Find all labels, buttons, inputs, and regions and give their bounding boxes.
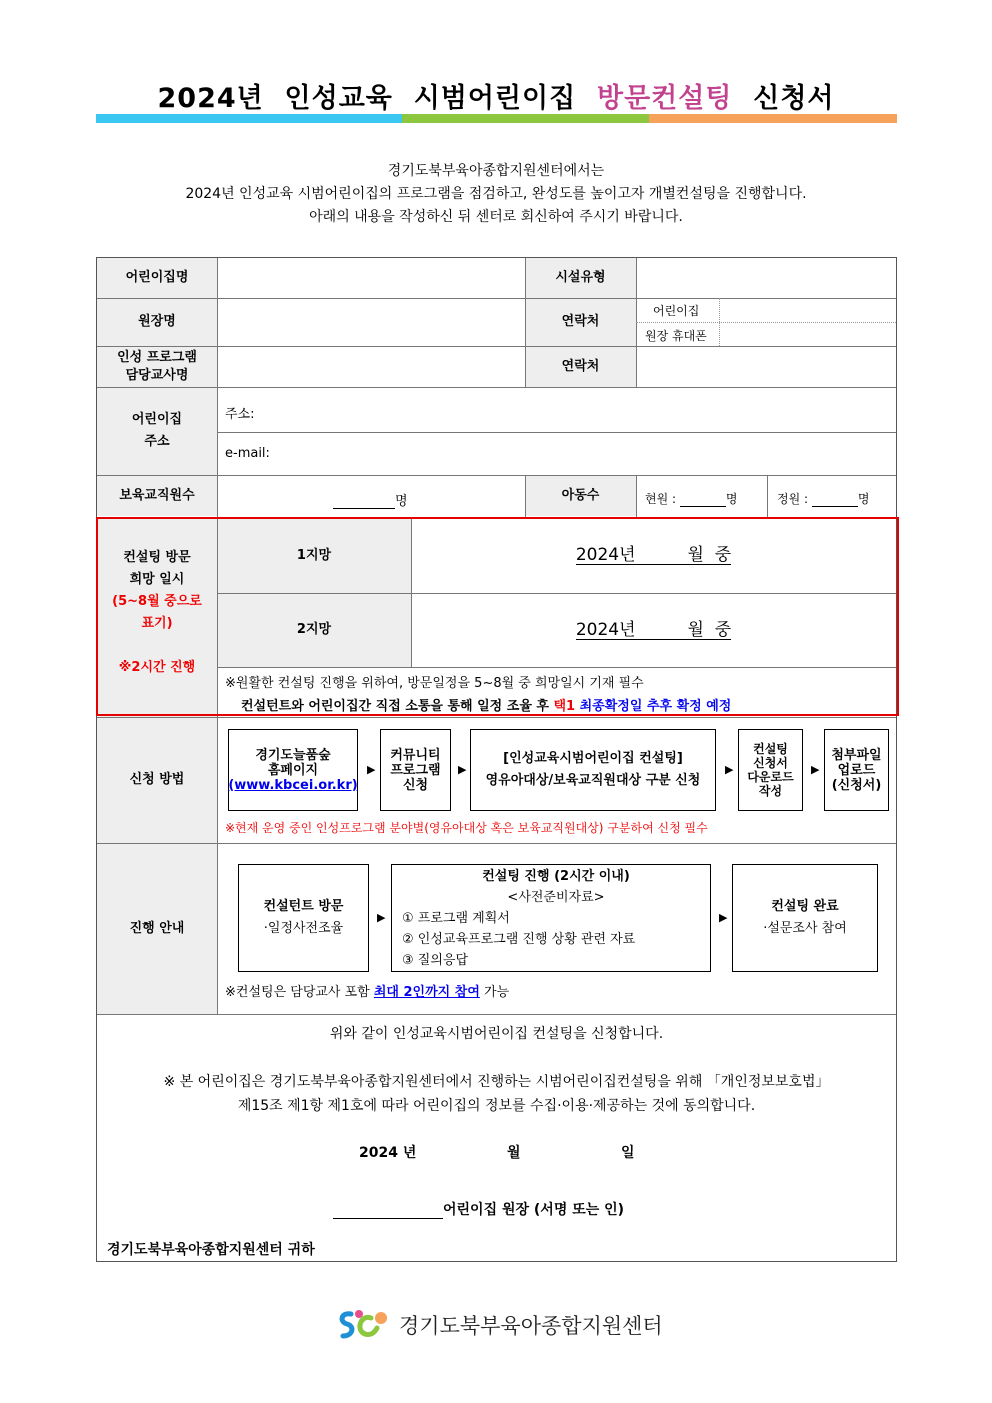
capacity-unit: 명	[857, 492, 870, 506]
capacity-count-field[interactable]	[812, 492, 858, 507]
consent-line3: 제15조 제1항 제1호에 따라 어린이집의 정보를 수집·이용·제공하는 것에 동의합니다.	[237, 1098, 756, 1114]
progress-step-visit: 컨설턴트 방문 ·일정사전조율	[238, 864, 369, 972]
homepage-link[interactable]: (www.kbcei.or.kr)	[228, 777, 358, 793]
arrow-icon: ▶	[377, 911, 386, 924]
intro-text: 경기도북부육아종합지원센터에서는 2024년 인성교육 시범어린이집의 프로그램을 점검하고, 완성도를 높이고자 개별컨설팅을 진행합니다. 아래의 내용을 작성하신 뒤 센터로 회신하여 주시기 바랍니다.	[185, 163, 807, 225]
teacher-field[interactable]	[223, 358, 519, 376]
signature-field[interactable]	[333, 1202, 443, 1219]
current-count	[645, 490, 737, 507]
current-count-field[interactable]	[680, 492, 726, 507]
staff-unit: 명	[395, 494, 408, 509]
progress-note: ※컨설팅은 담당교사 포함 최대 2인까지 참여 가능	[225, 985, 510, 1000]
teacher-label: 인성 프로그램 담당교사명	[117, 349, 197, 383]
facility-type-label: 시설유형	[555, 270, 606, 285]
org-logo-icon	[337, 1308, 393, 1342]
page-title: 2024년 인성교육 시범어린이집 방문컨설팅 신청서	[157, 83, 835, 114]
schedule-note1: ※원활한 컨설팅 진행을 위하여, 방문일정을 5~8월 중 희망일시 기재 필수	[225, 676, 644, 691]
address-field[interactable]	[267, 400, 887, 420]
arrow-icon: ▶	[458, 763, 467, 776]
capacity-label: 정원 :	[777, 492, 809, 506]
capacity-count	[777, 490, 869, 507]
schedule-label: 컨설팅 방문 희망 일시 (5~8월 중으로 표기) ※2시간 진행	[112, 550, 202, 675]
apply-note: ※현재 운영 중인 인성프로그램 분야별(영유아대상 혹은 보육교직원대상) 구분하여 신청 필수	[225, 821, 708, 835]
director-label: 원장명	[138, 314, 176, 329]
title-bar-blue	[96, 114, 402, 123]
staff-label: 보육교직원수	[119, 488, 195, 503]
signature-label: 어린이집 원장 (서명 또는 인)	[443, 1202, 625, 1218]
current-unit: 명	[725, 492, 738, 506]
director-field[interactable]	[223, 312, 519, 330]
title-bar-green	[402, 114, 649, 123]
arrow-icon: ▶	[367, 763, 376, 776]
address-prefix: 주소:	[225, 407, 255, 422]
contact-director-phone-label: 원장 휴대폰	[645, 329, 707, 343]
application-form	[96, 257, 897, 1262]
contact-director-phone-field[interactable]	[723, 326, 891, 344]
date-day: 일	[621, 1145, 635, 1161]
apply-step-upload: 첨부파일 업로드 (신청서)	[824, 729, 889, 811]
arrow-icon: ▶	[719, 911, 728, 924]
center-name-field[interactable]	[223, 270, 519, 288]
footer-org-name: 경기도북부육아종합지원센터	[399, 1314, 663, 1338]
consent-line1: 위와 같이 인성교육시범어린이집 컨설팅을 신청합니다.	[329, 1026, 664, 1042]
arrow-icon: ▶	[725, 763, 734, 776]
apply-step-program: [인성교육시범어린이집 컨설팅] 영유아대상/보육교직원대상 구분 신청	[470, 729, 716, 811]
addressee: 경기도북부육아종합지원센터 귀하	[107, 1242, 315, 1258]
children-label: 아동수	[561, 488, 600, 503]
current-label: 현원 :	[645, 492, 677, 506]
center-name-label: 어린이집명	[125, 270, 189, 285]
progress-step-complete: 컨설팅 완료 ·설문조사 참여	[732, 864, 878, 972]
date-month: 월	[507, 1145, 521, 1161]
choice1-date[interactable]: 2024년 월 중	[575, 545, 732, 565]
address-label: 어린이집 주소	[131, 412, 183, 449]
contact-center-field[interactable]	[723, 302, 891, 320]
teacher-contact-field[interactable]	[642, 358, 890, 376]
email-field[interactable]	[277, 443, 887, 463]
progress-step-consulting: 컨설팅 진행 (2시간 이내) <사전준비자료> ① 프로그램 계획서 ② 인성교육프로그램 진행 상황 관련 자료 ③ 질의응답	[391, 864, 711, 972]
consent-line2: ※ 본 어린이집은 경기도북부육아종합지원센터에서 진행하는 시범어린이집컨설팅을 위해 「개인정보보호법」	[163, 1074, 830, 1090]
choice1-label: 1지망	[296, 547, 332, 563]
email-prefix: e-mail:	[225, 446, 270, 461]
teacher-contact-label: 연락처	[561, 358, 600, 374]
contact-label: 연락처	[561, 314, 600, 329]
schedule-note2: 컨설턴트와 어린이집간 직접 소통을 통해 일정 조율 후 택1 최종확정일 추후 확정 예정	[241, 695, 731, 715]
arrow-icon: ▶	[811, 763, 820, 776]
staff-count	[333, 490, 408, 509]
apply-label: 신청 방법	[129, 772, 185, 787]
facility-type-field[interactable]	[642, 270, 890, 288]
schedule-highlight-box	[96, 517, 899, 716]
apply-step-homepage: 경기도늘품숲 홈페이지 (www.kbcei.or.kr)	[228, 729, 358, 811]
progress-label: 진행 안내	[129, 920, 185, 936]
apply-step-community: 커뮤니티 프로그램 신청	[380, 729, 451, 811]
signature-line	[333, 1199, 624, 1219]
date-year: 2024 년	[359, 1145, 417, 1161]
choice2-label: 2지망	[296, 622, 332, 637]
apply-step-download: 컨설팅 신청서 다운로드 작성	[738, 729, 803, 811]
footer-logo	[337, 1308, 663, 1342]
title-bar-orange	[649, 114, 897, 123]
contact-center-label: 어린이집	[653, 304, 700, 318]
choice2-date[interactable]: 2024년 월 중	[575, 619, 732, 640]
staff-count-field[interactable]	[333, 494, 395, 509]
